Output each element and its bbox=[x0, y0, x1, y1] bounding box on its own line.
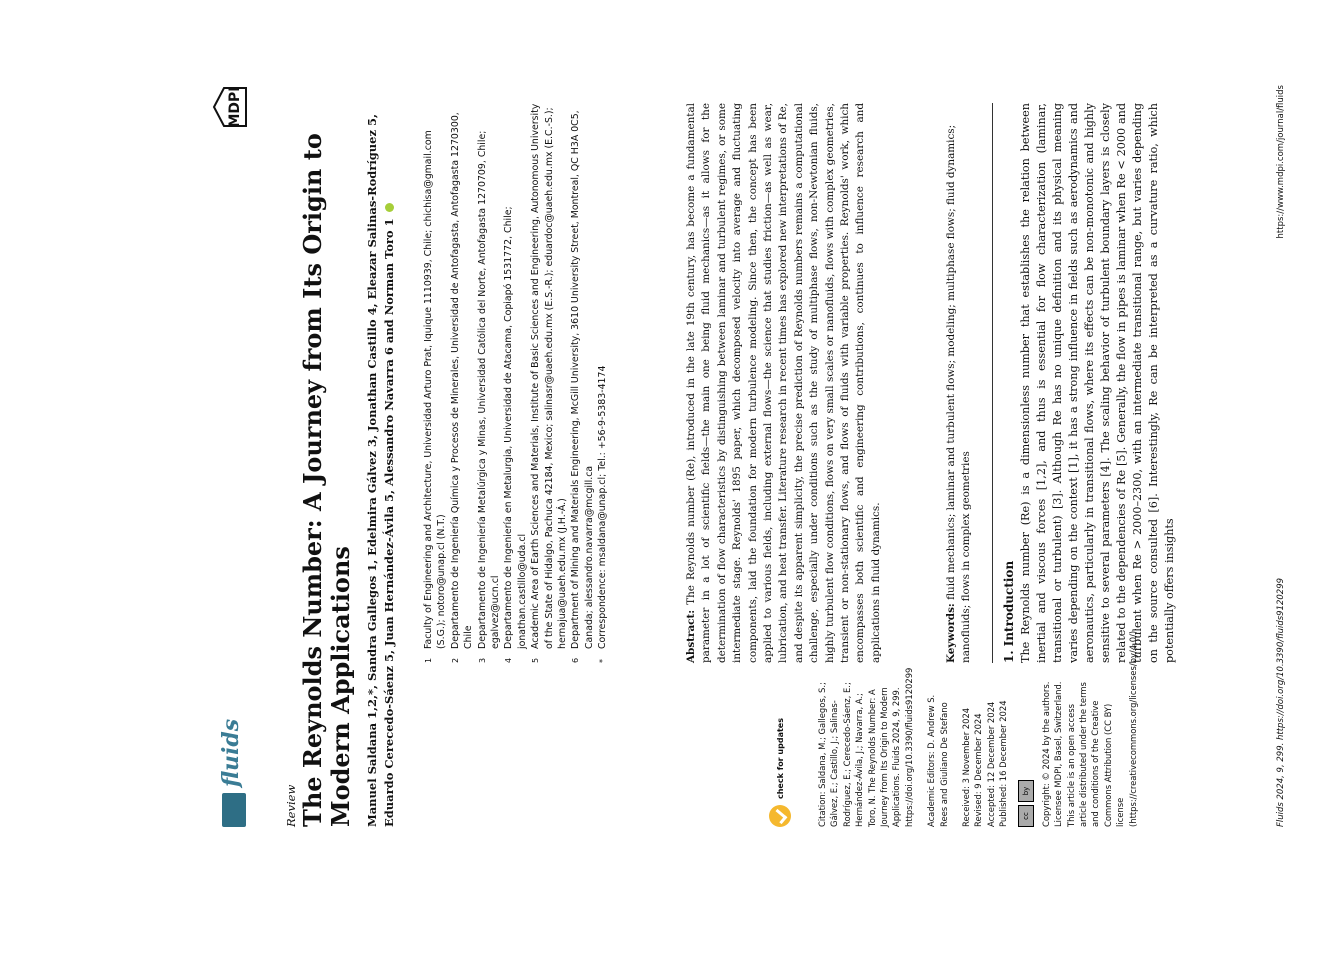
article-type: Review bbox=[284, 784, 298, 827]
journal-name: fluids bbox=[218, 718, 244, 787]
keywords-label: Keywords: bbox=[945, 603, 957, 663]
abstract-text: The Reynolds number (Re), introduced in the late 19th century, has become a fundamental parameter in a lot of scientific fields—the main one being fluid mechanics—as it allows for the determination of flow characteristics by distinguishing between laminar and turbulent regimes, or some intermediate stage. Reynolds' 1895 paper, which decomposed velocity into average and fluctuating components, laid the foundation for modern turbulence modeling. Since then, the concept has been applied to various fields, including external flows—the science that studies friction—as well as wear, lubrication, and heat transfer. Literature research in recent times has explored new interpretations of Re, and despite its apparent simplicity, the precise prediction of Reynolds numbers remains a computational challenge, especially under conditions such as the study of multiphase flows, non-Newtonian fluids, highly turbulent flow conditions, flows on very small scales or nanofluids, flows with complex geometries, transient or non-stationary flows, and flows of fluids with variable properties. Reynolds' work, which encompasses both scientific and engineering contributions, continues to influence research and applications in fluid dynamics. bbox=[685, 103, 882, 663]
affiliation-list bbox=[422, 103, 610, 663]
keywords bbox=[944, 103, 975, 663]
received-date: Received: 3 November 2024 bbox=[961, 707, 972, 827]
introduction-text: The Reynolds number (Re) is a dimensionless number that establishes the relation between inertial and viscous forces [1,2], and thus is essential for flow characterization (laminar, transitional or turbulent) [3]. Although Re has no unique definition and its physical meaning varies depending on the context [1], it has a strong influence in fields such as aerodynamics and aeronautics, particularly in transitional flows, where its effects can be non-monotonic and highly sensitive to several parameters [4]. The scaling behavior of turbulent boundary layers is closely related to the dependencies of Re [5]. Generally, the flow in pipes is laminar when Re < 2000 and turbulent when Re > 2000–2300, with an intermediate transitional range, but varies depending on the source consulted [6]. Interestingly, Re can be interpreted as a curvature ratio, which potentially offers insights bbox=[1019, 103, 1176, 663]
revised-date: Revised: 9 December 2024 bbox=[973, 713, 984, 827]
authors-text: Manuel Saldana 1,2,*, Sandra Gallegos 1, Edelmira Gálvez 3, Jonathan Castillo 4, Eleazar Salinas-Rodríguez 5, Eduardo Cerecedo-Sáenz 5, Juan Hernández-Ávila 5, Alessandro Navarra 6 and Norman Toro 1 bbox=[365, 113, 396, 827]
affiliation-item: 3 Departamento de Ingeniería Metalúrgica y Minas, Universidad Católica del Norte, Antofagasta 1270709, Chile; egalvez@ucn.cl bbox=[476, 130, 502, 663]
article-page bbox=[136, 36, 1336, 963]
orcid-icon[interactable] bbox=[385, 203, 394, 212]
journal-logo-icon bbox=[222, 793, 246, 827]
affiliation-item: 4 Departamento de Ingeniería en Metalurgia, Universidad de Atacama, Copiapó 1531772, Chile; jonathan.castillo@uda.cl bbox=[503, 206, 528, 663]
citation-footer: Fluids 2024, 9, 299. https://doi.org/10.3390/fluids9120299 bbox=[1276, 577, 1286, 827]
cc-icon: cc bbox=[1018, 805, 1034, 827]
keywords-text: fluid mechanics; laminar and turbulent flows; modeling; multiphase flows; fluid dynamics; nanofluids; flows in complex geometries bbox=[945, 124, 973, 663]
by-icon: by bbox=[1018, 780, 1034, 802]
cc-license-badge[interactable] bbox=[1018, 780, 1034, 827]
section-divider bbox=[992, 103, 993, 663]
mdpi-logo-icon bbox=[212, 86, 248, 128]
author-list bbox=[364, 87, 398, 827]
check-updates-label: check for updates bbox=[775, 718, 785, 799]
copyright: Copyright: © 2024 by the authors. Licensee MDPI, Basel, Switzerland. This article is an open access article distributed under the terms and conditions of the Creative Commons Attribution (CC BY) license (https://creativecommons.org/licenses/by/4.0/). bbox=[1040, 628, 1138, 827]
check-for-updates-button[interactable] bbox=[766, 677, 794, 827]
affiliation-item: 5 Academic Area of Earth Sciences and Materials, Institute of Basic Sciences and Engineering, Autonomous University of the State of Hidalgo, Pachuca 42184, Mexico; salinasr@uaeh.edu.mx (E.S.-R.); eduardoc@uaeh.edu.mx (E.C.-S.); hernajua@uaeh.edu.mx (J.H.-Á.) bbox=[530, 103, 569, 663]
section-heading: 1. Introduction bbox=[1002, 560, 1016, 663]
svg-text:MDPI: MDPI bbox=[227, 86, 243, 128]
academic-editors: Academic Editors: D. Andrew S. Rees and Giuliano De Stefano bbox=[926, 694, 949, 827]
journal-url[interactable]: https://www.mdpi.com/journal/fluids bbox=[1276, 85, 1286, 239]
accepted-date: Accepted: 12 December 2024 bbox=[985, 701, 996, 827]
affiliation-item: 2 Departamento de Ingeniería Química y Procesos de Minerales, Universidad de Antofagasta, Antofagasta 1270300, Chile bbox=[449, 112, 475, 663]
abstract bbox=[684, 103, 884, 663]
citation: Citation: Saldana, M.; Gallegos, S.; Gálvez, E.; Castillo, J.; Salinas-Rodríguez, E.; Cerecedo-Sáenz, E.; Hernández-Ávila, J.; Navarra, A.; Toro, N. The Reynolds Number: A Journey from Its Origin to Modern Applications. Fluids 2024, 9, 299. https://doi.org/10.3390/fluids9120299 bbox=[817, 667, 914, 827]
affiliation-item: 1 Faculty of Engineering and Architecture, Universidad Arturo Prat, Iquique 1110939, Chile; chichisa@gmail.com (S.G.); notoro@unap.cl (N.T.) bbox=[423, 130, 448, 663]
page-title: The Reynolds Number: A Journey from Its Origin to Modern Applications bbox=[298, 133, 355, 827]
affiliation-item: * Correspondence: msaldana@unap.cl; Tel.: +56-9-5383-4174 bbox=[597, 365, 609, 663]
check-updates-icon bbox=[769, 805, 791, 827]
abstract-label: Abstract: bbox=[685, 609, 697, 663]
published-date: Published: 16 December 2024 bbox=[998, 700, 1009, 827]
affiliation-item: 6 Department of Mining and Materials Engineering, McGill University, 3610 University Street, Montreal, QC H3A 0C5, Canada; alessandro.navarra@mcgill.ca bbox=[570, 110, 595, 663]
